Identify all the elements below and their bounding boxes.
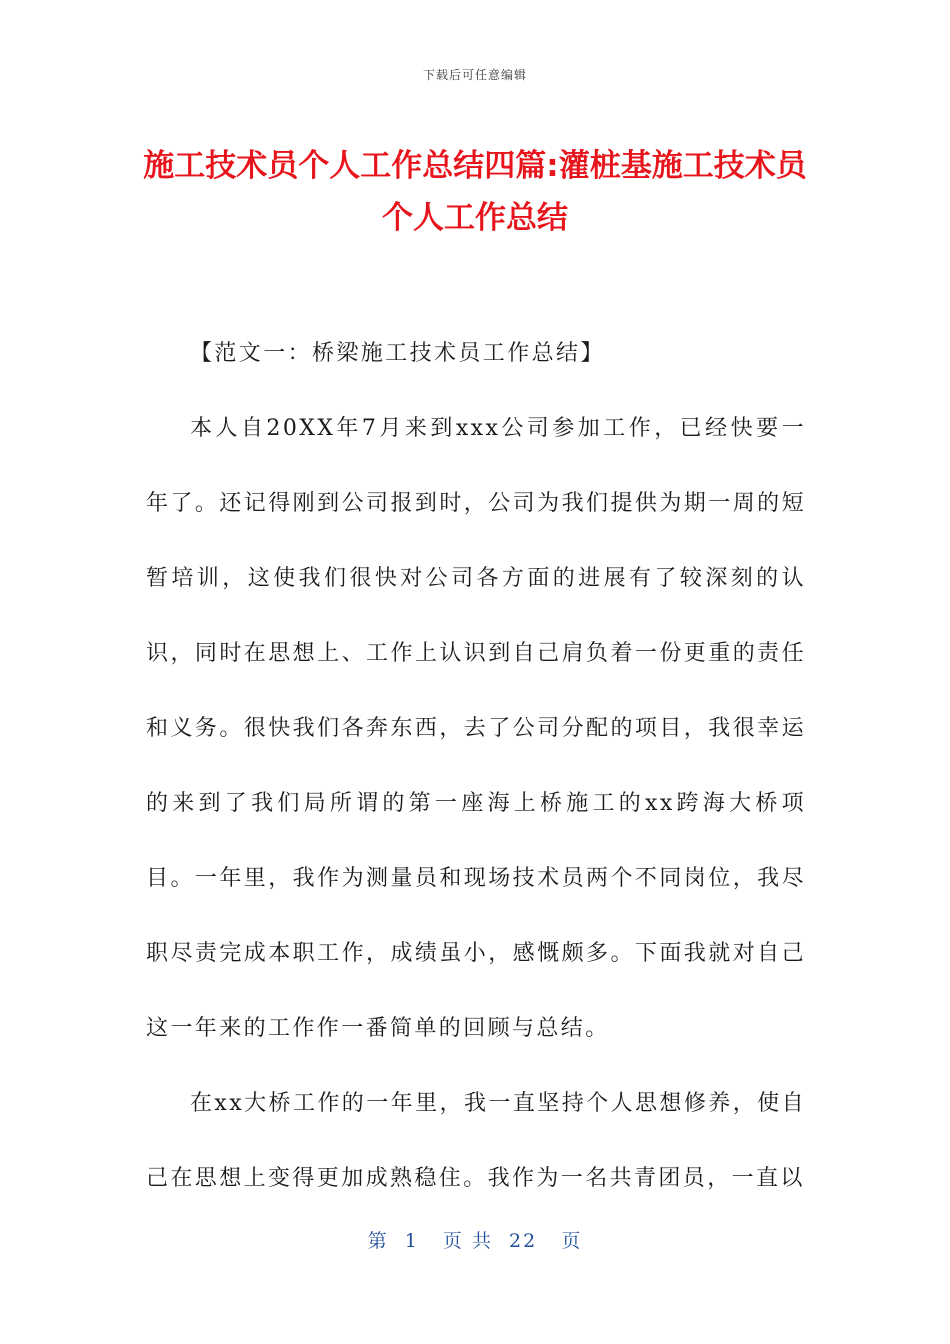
document-title: 施工技术员个人工作总结四篇:灌桩基施工技术员个人工作总结 <box>143 148 807 236</box>
body-paragraph: 在xx大桥工作的一年里，我一直坚持个人思想修养，使自己在思想上变得更加成熟稳住。我作为一名共青团员，一直以 <box>146 1091 806 1191</box>
section-label: 【范文一：桥梁施工技术员工作总结】 <box>190 341 605 366</box>
document-body <box>146 316 806 1216</box>
page-number-footer: 第 1 页 共 22 页 <box>367 1230 583 1252</box>
header-note: 下载后可任意编辑 <box>422 68 527 82</box>
body-paragraph: 本人自20XX年7月来到xxx公司参加工作，已经快要一年了。还记得刚到公司报到时，公司为我们提供为期一周的短暂培训，这使我们很快对公司各方面的进展有了较深刻的认识，同时在思想上、工作上认识到自己肩负着一份更重的责任和义务。很快我们各奔东西，去了公司分配的项目，我很幸运的来到了我们局所谓的第一座海上桥施工的xx跨海大桥项目。一年里，我作为测量员和现场技术员两个不同岗位，我尽职尽责完成本职工作，成绩虽小，感慨颇多。下面我就对自己这一年来的工作作一番简单的回顾与总结。 <box>146 416 806 1041</box>
